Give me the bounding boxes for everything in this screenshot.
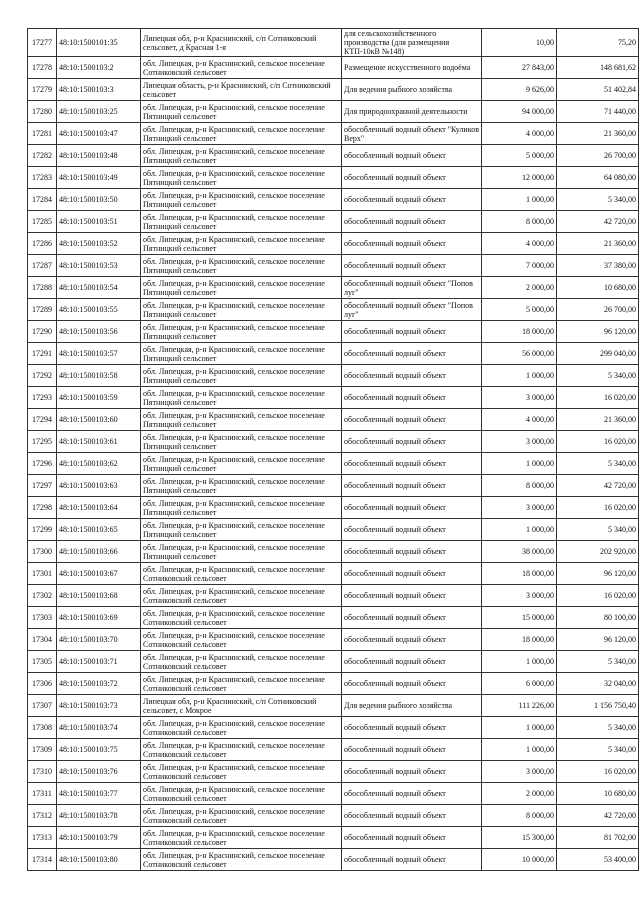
area-cell: 10 000,00 [482, 849, 557, 871]
area-cell: 4 000,00 [482, 123, 557, 145]
table-row [28, 233, 639, 255]
cadastral-number-cell: 48:10:1500103:80 [57, 849, 141, 871]
area-cell: 10,00 [482, 29, 557, 57]
permitted-use-cell: обособленный водный объект [342, 167, 482, 189]
table-row [28, 651, 639, 673]
address-cell: обл. Липецкая, р-н Краснинский, сельское поселение Пятницкий сельсовет [141, 541, 342, 563]
row-number-cell: 17289 [28, 299, 57, 321]
area-cell: 94 000,00 [482, 101, 557, 123]
permitted-use-cell: обособленный водный объект [342, 321, 482, 343]
permitted-use-cell: обособленный водный объект [342, 497, 482, 519]
permitted-use-cell: обособленный водный объект [342, 805, 482, 827]
cadastral-number-cell: 48:10:1500103:66 [57, 541, 141, 563]
cadastral-value-cell: 16 020,00 [557, 585, 639, 607]
permitted-use-cell: обособленный водный объект [342, 783, 482, 805]
address-cell: обл. Липецкая, р-н Краснинский, сельское поселение Пятницкий сельсовет [141, 519, 342, 541]
table-row [28, 695, 639, 717]
table-row [28, 431, 639, 453]
table-row [28, 783, 639, 805]
cadastral-value-cell: 5 340,00 [557, 453, 639, 475]
row-number-cell: 17302 [28, 585, 57, 607]
cadastral-value-cell: 37 380,00 [557, 255, 639, 277]
cadastral-value-cell: 10 680,00 [557, 277, 639, 299]
cadastral-number-cell: 48:10:1500103:73 [57, 695, 141, 717]
area-cell: 2 000,00 [482, 783, 557, 805]
permitted-use-cell: обособленный водный объект [342, 651, 482, 673]
row-number-cell: 17307 [28, 695, 57, 717]
table-row [28, 321, 639, 343]
permitted-use-cell: Для природоохранной деятельности [342, 101, 482, 123]
address-cell: обл. Липецкая, р-н Краснинский, сельское поселение Сотниковский сельсовет [141, 585, 342, 607]
cadastral-number-cell: 48:10:1500103:3 [57, 79, 141, 101]
area-cell: 18 000,00 [482, 563, 557, 585]
cadastral-number-cell: 48:10:1500103:64 [57, 497, 141, 519]
row-number-cell: 17296 [28, 453, 57, 475]
table-body [28, 29, 639, 871]
table-row [28, 101, 639, 123]
cadastral-value-cell: 5 340,00 [557, 365, 639, 387]
table-row [28, 123, 639, 145]
area-cell: 1 000,00 [482, 651, 557, 673]
area-cell: 5 000,00 [482, 299, 557, 321]
cadastral-number-cell: 48:10:1500101:35 [57, 29, 141, 57]
area-cell: 15 000,00 [482, 607, 557, 629]
cadastral-number-cell: 48:10:1500103:79 [57, 827, 141, 849]
permitted-use-cell: для сельскохозяйственного производства (для размещения КТП-10кВ №148) [342, 29, 482, 57]
permitted-use-cell: обособленный водный объект [342, 431, 482, 453]
row-number-cell: 17295 [28, 431, 57, 453]
permitted-use-cell: Размещение искусственного водоёма [342, 57, 482, 79]
row-number-cell: 17300 [28, 541, 57, 563]
table-row [28, 167, 639, 189]
permitted-use-cell: Для ведения рыбного хозяйства [342, 695, 482, 717]
row-number-cell: 17287 [28, 255, 57, 277]
address-cell: обл. Липецкая, р-н Краснинский, сельское поселение Пятницкий сельсовет [141, 277, 342, 299]
permitted-use-cell: обособленный водный объект [342, 849, 482, 871]
table-row [28, 409, 639, 431]
row-number-cell: 17308 [28, 717, 57, 739]
cadastral-value-cell: 96 120,00 [557, 629, 639, 651]
address-cell: обл. Липецкая, р-н Краснинский, сельское поселение Пятницкий сельсовет [141, 189, 342, 211]
cadastral-number-cell: 48:10:1500103:56 [57, 321, 141, 343]
address-cell: обл. Липецкая, р-н Краснинский, сельское поселение Пятницкий сельсовет [141, 167, 342, 189]
table-row [28, 365, 639, 387]
cadastral-number-cell: 48:10:1500103:51 [57, 211, 141, 233]
cadastral-value-cell: 5 340,00 [557, 717, 639, 739]
cadastral-value-cell: 5 340,00 [557, 519, 639, 541]
table-row [28, 453, 639, 475]
table-row [28, 717, 639, 739]
permitted-use-cell: обособленный водный объект [342, 409, 482, 431]
cadastral-number-cell: 48:10:1500103:60 [57, 409, 141, 431]
cadastral-number-cell: 48:10:1500103:68 [57, 585, 141, 607]
cadastral-value-cell: 10 680,00 [557, 783, 639, 805]
row-number-cell: 17282 [28, 145, 57, 167]
row-number-cell: 17301 [28, 563, 57, 585]
permitted-use-cell: обособленный водный объект [342, 211, 482, 233]
cadastral-value-cell: 64 080,00 [557, 167, 639, 189]
table-row [28, 299, 639, 321]
cadastral-value-cell: 5 340,00 [557, 651, 639, 673]
address-cell: Липецкая область, р-н Краснинский, с/п Сотниковский сельсовет [141, 79, 342, 101]
row-number-cell: 17285 [28, 211, 57, 233]
cadastral-number-cell: 48:10:1500103:72 [57, 673, 141, 695]
cadastral-number-cell: 48:10:1500103:54 [57, 277, 141, 299]
address-cell: обл. Липецкая, р-н Краснинский, сельское поселение Пятницкий сельсовет [141, 299, 342, 321]
row-number-cell: 17293 [28, 387, 57, 409]
area-cell: 8 000,00 [482, 211, 557, 233]
area-cell: 9 626,00 [482, 79, 557, 101]
address-cell: обл. Липецкая, р-н Краснинский, сельское поселение Сотниковский сельсовет [141, 783, 342, 805]
cadastral-value-cell: 96 120,00 [557, 321, 639, 343]
row-number-cell: 17281 [28, 123, 57, 145]
permitted-use-cell: обособленный водный объект [342, 761, 482, 783]
area-cell: 3 000,00 [482, 585, 557, 607]
row-number-cell: 17311 [28, 783, 57, 805]
table-row [28, 629, 639, 651]
permitted-use-cell: обособленный водный объект [342, 563, 482, 585]
address-cell: обл. Липецкая, р-н Краснинский, сельское поселение Сотниковский сельсовет [141, 761, 342, 783]
table-row [28, 57, 639, 79]
cadastral-value-cell: 96 120,00 [557, 563, 639, 585]
row-number-cell: 17286 [28, 233, 57, 255]
row-number-cell: 17294 [28, 409, 57, 431]
address-cell: обл. Липецкая, р-н Краснинский, сельское поселение Сотниковский сельсовет [141, 849, 342, 871]
area-cell: 1 000,00 [482, 739, 557, 761]
address-cell: обл. Липецкая, р-н Краснинский, сельское поселение Сотниковский сельсовет [141, 827, 342, 849]
cadastral-value-cell: 75,20 [557, 29, 639, 57]
row-number-cell: 17283 [28, 167, 57, 189]
row-number-cell: 17277 [28, 29, 57, 57]
cadastral-number-cell: 48:10:1500103:49 [57, 167, 141, 189]
cadastral-value-cell: 42 720,00 [557, 805, 639, 827]
cadastral-value-cell: 16 020,00 [557, 761, 639, 783]
cadastral-value-cell: 21 360,00 [557, 409, 639, 431]
address-cell: обл. Липецкая, р-н Краснинский, сельское поселение Пятницкий сельсовет [141, 123, 342, 145]
permitted-use-cell: обособленный водный объект [342, 453, 482, 475]
cadastral-number-cell: 48:10:1500103:50 [57, 189, 141, 211]
cadastral-value-cell: 42 720,00 [557, 211, 639, 233]
cadastral-value-cell: 80 100,00 [557, 607, 639, 629]
area-cell: 4 000,00 [482, 409, 557, 431]
row-number-cell: 17305 [28, 651, 57, 673]
cadastral-value-cell: 53 400,00 [557, 849, 639, 871]
permitted-use-cell: обособленный водный объект [342, 717, 482, 739]
permitted-use-cell: обособленный водный объект [342, 629, 482, 651]
address-cell: обл. Липецкая, р-н Краснинский, сельское поселение Сотниковский сельсовет [141, 717, 342, 739]
row-number-cell: 17284 [28, 189, 57, 211]
area-cell: 2 000,00 [482, 277, 557, 299]
cadastral-number-cell: 48:10:1500103:2 [57, 57, 141, 79]
table-row [28, 277, 639, 299]
address-cell: обл. Липецкая, р-н Краснинский, сельское поселение Пятницкий сельсовет [141, 409, 342, 431]
row-number-cell: 17297 [28, 475, 57, 497]
area-cell: 12 000,00 [482, 167, 557, 189]
row-number-cell: 17312 [28, 805, 57, 827]
permitted-use-cell: обособленный водный объект [342, 365, 482, 387]
area-cell: 1 000,00 [482, 519, 557, 541]
cadastral-number-cell: 48:10:1500103:55 [57, 299, 141, 321]
permitted-use-cell: обособленный водный объект "Куликов Верх" [342, 123, 482, 145]
cadastral-number-cell: 48:10:1500103:71 [57, 651, 141, 673]
row-number-cell: 17278 [28, 57, 57, 79]
address-cell: Липецкая обл, р-н Краснинский, с/п Сотниковский сельсовет, д Красная 1-я [141, 29, 342, 57]
area-cell: 1 000,00 [482, 453, 557, 475]
cadastral-value-cell: 21 360,00 [557, 233, 639, 255]
area-cell: 27 843,00 [482, 57, 557, 79]
table-row [28, 673, 639, 695]
cadastral-number-cell: 48:10:1500103:47 [57, 123, 141, 145]
area-cell: 3 000,00 [482, 387, 557, 409]
table-row [28, 541, 639, 563]
table-row [28, 585, 639, 607]
area-cell: 18 000,00 [482, 321, 557, 343]
permitted-use-cell: обособленный водный объект [342, 585, 482, 607]
address-cell: обл. Липецкая, р-н Краснинский, сельское поселение Сотниковский сельсовет [141, 57, 342, 79]
row-number-cell: 17299 [28, 519, 57, 541]
address-cell: обл. Липецкая, р-н Краснинский, сельское поселение Пятницкий сельсовет [141, 475, 342, 497]
cadastral-number-cell: 48:10:1500103:48 [57, 145, 141, 167]
row-number-cell: 17306 [28, 673, 57, 695]
table-row [28, 189, 639, 211]
area-cell: 38 000,00 [482, 541, 557, 563]
permitted-use-cell: обособленный водный объект [342, 233, 482, 255]
cadastral-value-cell: 16 020,00 [557, 431, 639, 453]
area-cell: 56 000,00 [482, 343, 557, 365]
row-number-cell: 17304 [28, 629, 57, 651]
permitted-use-cell: обособленный водный объект "Попов луг" [342, 299, 482, 321]
address-cell: обл. Липецкая, р-н Краснинский, сельское поселение Пятницкий сельсовет [141, 255, 342, 277]
table-row [28, 497, 639, 519]
address-cell: обл. Липецкая, р-н Краснинский, сельское поселение Пятницкий сельсовет [141, 101, 342, 123]
address-cell: обл. Липецкая, р-н Краснинский, сельское поселение Пятницкий сельсовет [141, 211, 342, 233]
cadastral-value-cell: 81 702,00 [557, 827, 639, 849]
row-number-cell: 17298 [28, 497, 57, 519]
table-row [28, 827, 639, 849]
table-row [28, 475, 639, 497]
cadastral-value-cell: 202 920,00 [557, 541, 639, 563]
area-cell: 18 000,00 [482, 629, 557, 651]
row-number-cell: 17280 [28, 101, 57, 123]
row-number-cell: 17309 [28, 739, 57, 761]
cadastral-number-cell: 48:10:1500103:67 [57, 563, 141, 585]
cadastral-value-cell: 5 340,00 [557, 739, 639, 761]
cadastral-value-cell: 148 681,62 [557, 57, 639, 79]
address-cell: обл. Липецкая, р-н Краснинский, сельское поселение Пятницкий сельсовет [141, 497, 342, 519]
permitted-use-cell: обособленный водный объект [342, 541, 482, 563]
table-row [28, 849, 639, 871]
permitted-use-cell: обособленный водный объект [342, 387, 482, 409]
row-number-cell: 17279 [28, 79, 57, 101]
table-row [28, 79, 639, 101]
row-number-cell: 17313 [28, 827, 57, 849]
row-number-cell: 17292 [28, 365, 57, 387]
table-row [28, 761, 639, 783]
address-cell: обл. Липецкая, р-н Краснинский, сельское поселение Пятницкий сельсовет [141, 365, 342, 387]
area-cell: 1 000,00 [482, 189, 557, 211]
area-cell: 3 000,00 [482, 761, 557, 783]
cadastral-number-cell: 48:10:1500103:76 [57, 761, 141, 783]
area-cell: 15 300,00 [482, 827, 557, 849]
cadastral-value-cell: 16 020,00 [557, 387, 639, 409]
cadastral-value-cell: 42 720,00 [557, 475, 639, 497]
land-registry-table [27, 28, 639, 871]
table-row [28, 211, 639, 233]
row-number-cell: 17291 [28, 343, 57, 365]
area-cell: 1 000,00 [482, 365, 557, 387]
area-cell: 3 000,00 [482, 497, 557, 519]
address-cell: обл. Липецкая, р-н Краснинский, сельское поселение Сотниковский сельсовет [141, 607, 342, 629]
table-row [28, 387, 639, 409]
cadastral-number-cell: 48:10:1500103:74 [57, 717, 141, 739]
cadastral-number-cell: 48:10:1500103:57 [57, 343, 141, 365]
area-cell: 6 000,00 [482, 673, 557, 695]
table-row [28, 255, 639, 277]
cadastral-value-cell: 71 440,00 [557, 101, 639, 123]
table-row [28, 343, 639, 365]
cadastral-value-cell: 32 040,00 [557, 673, 639, 695]
address-cell: обл. Липецкая, р-н Краснинский, сельское поселение Сотниковский сельсовет [141, 651, 342, 673]
permitted-use-cell: обособленный водный объект [342, 673, 482, 695]
cadastral-value-cell: 299 040,00 [557, 343, 639, 365]
row-number-cell: 17310 [28, 761, 57, 783]
address-cell: обл. Липецкая, р-н Краснинский, сельское поселение Пятницкий сельсовет [141, 145, 342, 167]
address-cell: обл. Липецкая, р-н Краснинский, сельское поселение Сотниковский сельсовет [141, 805, 342, 827]
cadastral-number-cell: 48:10:1500103:63 [57, 475, 141, 497]
cadastral-number-cell: 48:10:1500103:78 [57, 805, 141, 827]
address-cell: обл. Липецкая, р-н Краснинский, сельское поселение Сотниковский сельсовет [141, 629, 342, 651]
cadastral-number-cell: 48:10:1500103:69 [57, 607, 141, 629]
cadastral-number-cell: 48:10:1500103:62 [57, 453, 141, 475]
table-row [28, 145, 639, 167]
area-cell: 8 000,00 [482, 805, 557, 827]
area-cell: 1 000,00 [482, 717, 557, 739]
cadastral-number-cell: 48:10:1500103:61 [57, 431, 141, 453]
address-cell: обл. Липецкая, р-н Краснинский, сельское поселение Сотниковский сельсовет [141, 563, 342, 585]
address-cell: обл. Липецкая, р-н Краснинский, сельское поселение Пятницкий сельсовет [141, 321, 342, 343]
permitted-use-cell: обособленный водный объект [342, 189, 482, 211]
cadastral-number-cell: 48:10:1500103:77 [57, 783, 141, 805]
area-cell: 4 000,00 [482, 233, 557, 255]
cadastral-number-cell: 48:10:1500103:53 [57, 255, 141, 277]
address-cell: обл. Липецкая, р-н Краснинский, сельское поселение Пятницкий сельсовет [141, 343, 342, 365]
address-cell: обл. Липецкая, р-н Краснинский, сельское поселение Сотниковский сельсовет [141, 673, 342, 695]
cadastral-number-cell: 48:10:1500103:59 [57, 387, 141, 409]
address-cell: Липецкая обл, р-н Краснинский, с/п Сотниковский сельсовет, с Мокрое [141, 695, 342, 717]
cadastral-number-cell: 48:10:1500103:75 [57, 739, 141, 761]
permitted-use-cell: обособленный водный объект [342, 739, 482, 761]
address-cell: обл. Липецкая, р-н Краснинский, сельское поселение Пятницкий сельсовет [141, 387, 342, 409]
permitted-use-cell: обособленный водный объект [342, 343, 482, 365]
cadastral-value-cell: 26 700,00 [557, 145, 639, 167]
address-cell: обл. Липецкая, р-н Краснинский, сельское поселение Пятницкий сельсовет [141, 233, 342, 255]
cadastral-number-cell: 48:10:1500103:65 [57, 519, 141, 541]
table-row [28, 29, 639, 57]
permitted-use-cell: обособленный водный объект [342, 475, 482, 497]
cadastral-value-cell: 51 402,84 [557, 79, 639, 101]
permitted-use-cell: Для ведения рыбного хозяйства [342, 79, 482, 101]
table-row [28, 805, 639, 827]
cadastral-number-cell: 48:10:1500103:25 [57, 101, 141, 123]
cadastral-number-cell: 48:10:1500103:52 [57, 233, 141, 255]
table-row [28, 607, 639, 629]
row-number-cell: 17314 [28, 849, 57, 871]
area-cell: 5 000,00 [482, 145, 557, 167]
table-row [28, 739, 639, 761]
row-number-cell: 17290 [28, 321, 57, 343]
permitted-use-cell: обособленный водный объект [342, 827, 482, 849]
area-cell: 111 226,00 [482, 695, 557, 717]
address-cell: обл. Липецкая, р-н Краснинский, сельское поселение Сотниковский сельсовет [141, 739, 342, 761]
permitted-use-cell: обособленный водный объект [342, 255, 482, 277]
row-number-cell: 17288 [28, 277, 57, 299]
permitted-use-cell: обособленный водный объект [342, 145, 482, 167]
cadastral-value-cell: 21 360,00 [557, 123, 639, 145]
area-cell: 3 000,00 [482, 431, 557, 453]
table-row [28, 563, 639, 585]
permitted-use-cell: обособленный водный объект [342, 607, 482, 629]
permitted-use-cell: обособленный водный объект "Попов луг" [342, 277, 482, 299]
row-number-cell: 17303 [28, 607, 57, 629]
table-row [28, 519, 639, 541]
address-cell: обл. Липецкая, р-н Краснинский, сельское поселение Пятницкий сельсовет [141, 431, 342, 453]
area-cell: 8 000,00 [482, 475, 557, 497]
area-cell: 7 000,00 [482, 255, 557, 277]
cadastral-number-cell: 48:10:1500103:58 [57, 365, 141, 387]
cadastral-value-cell: 16 020,00 [557, 497, 639, 519]
permitted-use-cell: обособленный водный объект [342, 519, 482, 541]
cadastral-number-cell: 48:10:1500103:70 [57, 629, 141, 651]
cadastral-value-cell: 1 156 750,40 [557, 695, 639, 717]
cadastral-value-cell: 26 700,00 [557, 299, 639, 321]
address-cell: обл. Липецкая, р-н Краснинский, сельское поселение Пятницкий сельсовет [141, 453, 342, 475]
cadastral-value-cell: 5 340,00 [557, 189, 639, 211]
